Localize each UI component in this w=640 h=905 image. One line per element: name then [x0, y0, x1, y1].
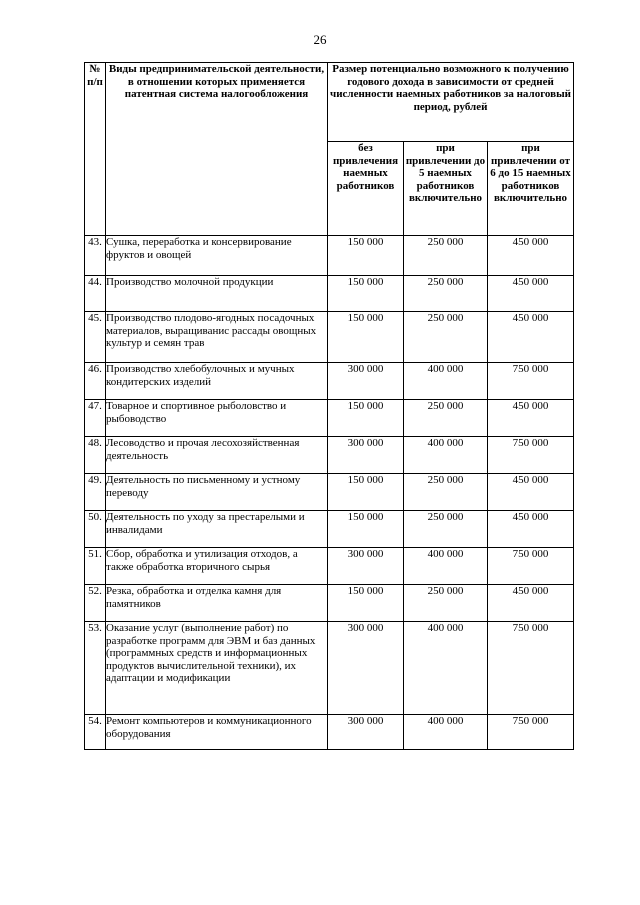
row-income-without-employees: 300 000 — [328, 437, 404, 474]
row-number: 44. — [85, 276, 106, 312]
row-activity-kind: Производство хлебобулочных и мучных кондитерских изделий — [106, 363, 328, 400]
row-income-6-to-15: 450 000 — [488, 585, 574, 622]
row-income-6-to-15: 450 000 — [488, 400, 574, 437]
row-income-up-to-5: 250 000 — [404, 236, 488, 276]
row-income-6-to-15: 450 000 — [488, 312, 574, 363]
row-income-6-to-15: 450 000 — [488, 236, 574, 276]
table-row — [85, 276, 574, 312]
row-income-6-to-15: 750 000 — [488, 715, 574, 750]
header-activity-kind: Виды предпринимательской деятельности, в отношении которых применяется патентная система налогообложения — [106, 63, 328, 236]
row-income-up-to-5: 400 000 — [404, 437, 488, 474]
row-income-without-employees: 150 000 — [328, 474, 404, 511]
row-income-without-employees: 300 000 — [328, 363, 404, 400]
table-row — [85, 715, 574, 750]
row-income-up-to-5: 250 000 — [404, 276, 488, 312]
row-activity-kind: Ремонт компьютеров и коммуникационного оборудования — [106, 715, 328, 750]
row-activity-kind: Деятельность по уходу за престарелыми и инвалидами — [106, 511, 328, 548]
table-row — [85, 400, 574, 437]
row-income-without-employees: 150 000 — [328, 400, 404, 437]
row-income-up-to-5: 250 000 — [404, 400, 488, 437]
row-income-up-to-5: 400 000 — [404, 363, 488, 400]
row-income-up-to-5: 250 000 — [404, 312, 488, 363]
row-income-up-to-5: 400 000 — [404, 548, 488, 585]
row-number: 47. — [85, 400, 106, 437]
header-6-to-15-employees: при привлечении от 6 до 15 наемных работников включительно — [488, 142, 574, 236]
row-income-6-to-15: 450 000 — [488, 276, 574, 312]
row-income-up-to-5: 400 000 — [404, 622, 488, 715]
table-row — [85, 585, 574, 622]
row-activity-kind: Сбор, обработка и утилизация отходов, а также обработка вторичного сырья — [106, 548, 328, 585]
row-number: 43. — [85, 236, 106, 276]
table-row — [85, 548, 574, 585]
page-number: 26 — [313, 32, 327, 47]
row-number: 53. — [85, 622, 106, 715]
row-number: 52. — [85, 585, 106, 622]
row-number: 45. — [85, 312, 106, 363]
row-number: 50. — [85, 511, 106, 548]
row-activity-kind: Производство молочной продукции — [106, 276, 328, 312]
row-income-up-to-5: 400 000 — [404, 715, 488, 750]
row-income-without-employees: 150 000 — [328, 236, 404, 276]
row-income-6-to-15: 750 000 — [488, 622, 574, 715]
row-income-without-employees: 300 000 — [328, 715, 404, 750]
row-income-up-to-5: 250 000 — [404, 474, 488, 511]
row-activity-kind: Производство плодово-ягодных посадочных материалов, выращиванис рассады овощных культур и семян трав — [106, 312, 328, 363]
table-row — [85, 437, 574, 474]
row-income-without-employees: 150 000 — [328, 511, 404, 548]
row-income-without-employees: 150 000 — [328, 585, 404, 622]
row-activity-kind: Товарное и спортивное рыболовство и рыбоводство — [106, 400, 328, 437]
row-number: 48. — [85, 437, 106, 474]
row-activity-kind: Лесоводство и прочая лесохозяйственная деятельность — [106, 437, 328, 474]
patent-income-table — [84, 62, 574, 750]
row-number: 49. — [85, 474, 106, 511]
row-activity-kind: Сушка, переработка и консервирование фруктов и овощей — [106, 236, 328, 276]
row-number: 51. — [85, 548, 106, 585]
header-up-to-5-employees: при привлечении до 5 наемных работников включительно — [404, 142, 488, 236]
table-row — [85, 236, 574, 276]
row-income-without-employees: 300 000 — [328, 548, 404, 585]
row-income-without-employees: 300 000 — [328, 622, 404, 715]
table-row — [85, 312, 574, 363]
row-income-6-to-15: 750 000 — [488, 363, 574, 400]
table-row — [85, 474, 574, 511]
row-number: 54. — [85, 715, 106, 750]
row-income-6-to-15: 750 000 — [488, 548, 574, 585]
row-income-up-to-5: 250 000 — [404, 585, 488, 622]
row-activity-kind: Резка, обработка и отделка камня для памятников — [106, 585, 328, 622]
row-income-6-to-15: 750 000 — [488, 437, 574, 474]
row-activity-kind: Деятельность по письменному и устному переводу — [106, 474, 328, 511]
table-row — [85, 622, 574, 715]
table-row — [85, 363, 574, 400]
row-income-6-to-15: 450 000 — [488, 511, 574, 548]
row-income-without-employees: 150 000 — [328, 276, 404, 312]
header-number: № п/п — [85, 63, 106, 236]
row-income-without-employees: 150 000 — [328, 312, 404, 363]
row-income-up-to-5: 250 000 — [404, 511, 488, 548]
header-income-size: Размер потенциально возможного к получению годового дохода в зависимости от средней численности наемных работников за налоговый период, рублей — [328, 63, 574, 142]
row-activity-kind: Оказание услуг (выполнение работ) по разработке программ для ЭВМ и баз данных (программных средств и информационных продуктов вычислительной техники), их адаптации и модификации — [106, 622, 328, 715]
table-row — [85, 511, 574, 548]
header-without-employees: без привлечения наемных работников — [328, 142, 404, 236]
row-income-6-to-15: 450 000 — [488, 474, 574, 511]
row-number: 46. — [85, 363, 106, 400]
